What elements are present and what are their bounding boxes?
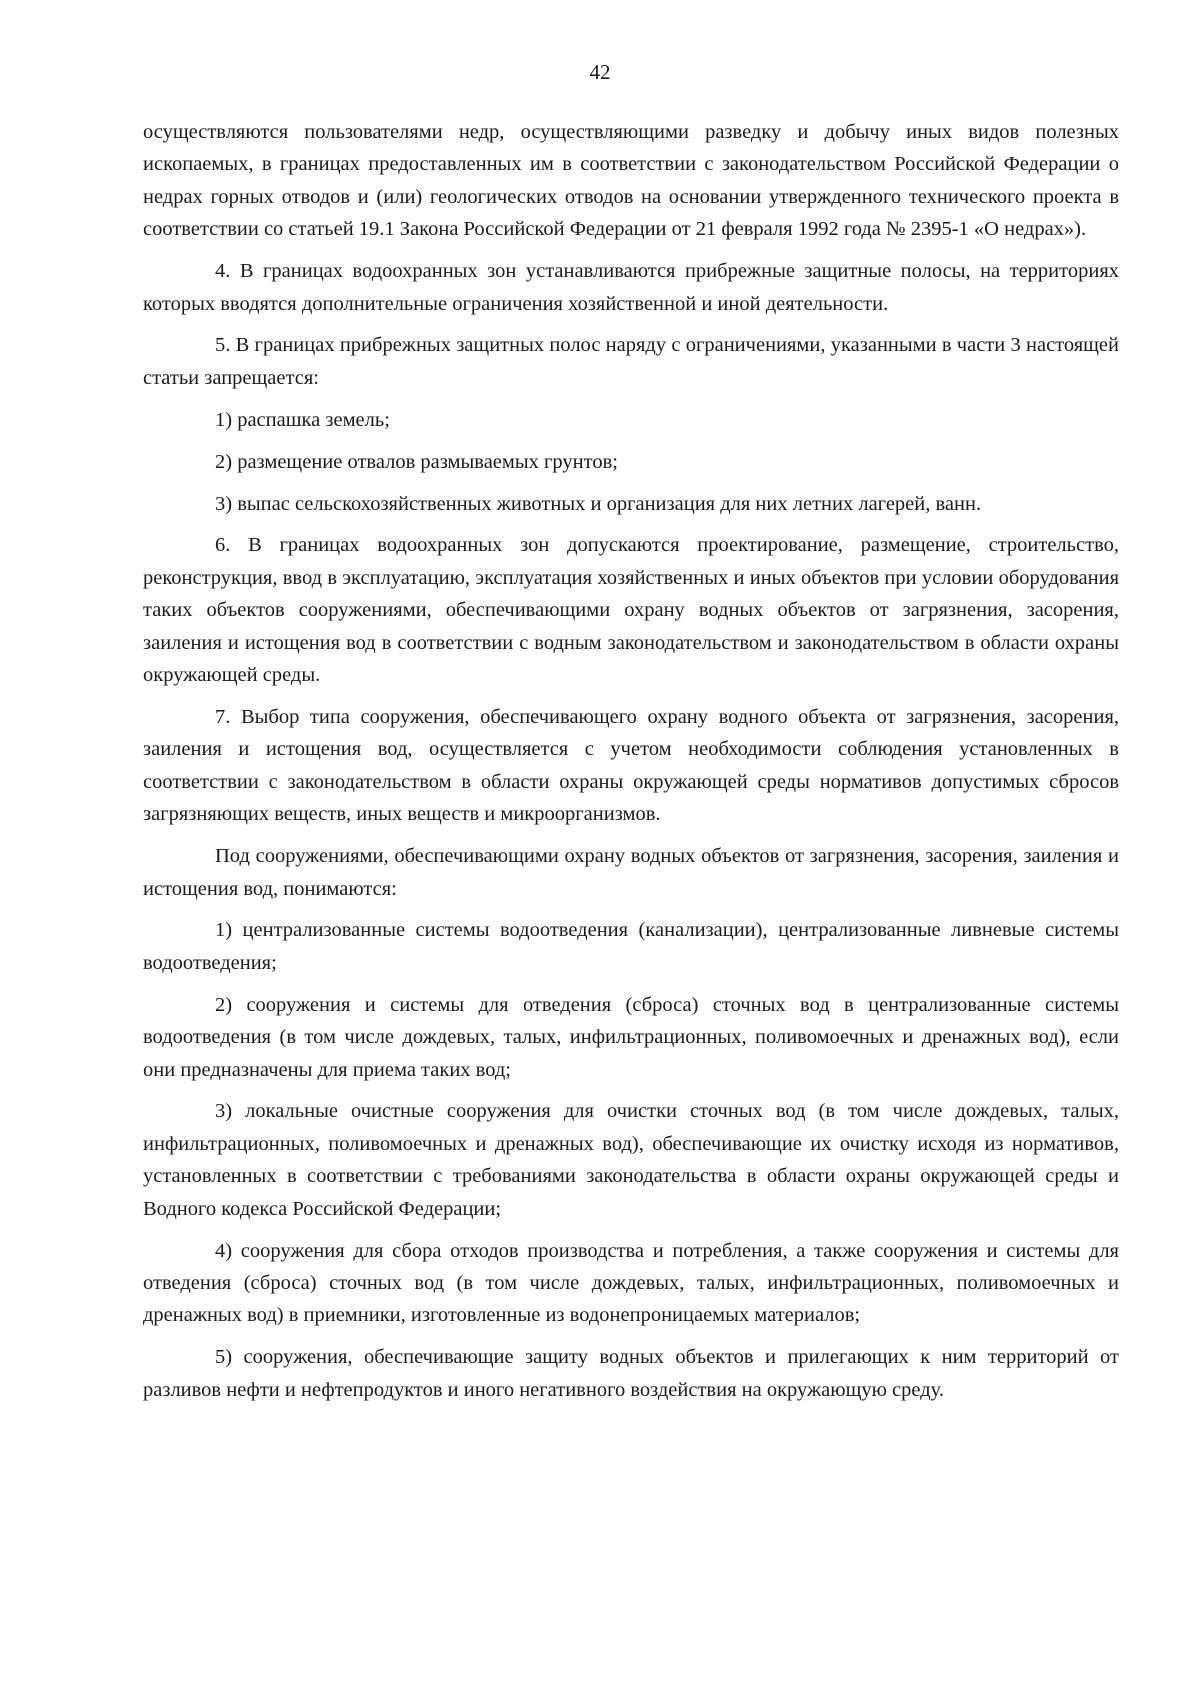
definition-item-4: 4) сооружения для сбора отходов производства и потребления, а также сооружения и системы для отведения (сброса) сточных вод (в том числе дождевых, талых, инфильтрационных, поливомоечных и дренажных вод) в приемники, изготовленные из водонепроницаемых материалов; — [143, 1239, 1119, 1327]
paragraph-item-5: 5. В границах прибрежных защитных полос наряду с ограничениями, указанными в части 3 настоящей статьи запрещается: — [143, 334, 1119, 389]
definition-item-1: 1) централизованные системы водоотведения (канализации), централизованные ливневые системы водоотведения; — [143, 919, 1119, 974]
definition-item-3: 3) локальные очистные сооружения для очистки сточных вод (в том числе дождевых, талых, инфильтрационных, поливомоечных и дренажных вод), обеспечивающие их очистку исходя из нормативов, установленных в соответствии с требованиями законодательства в области охраны окружающей среды и Водного кодекса Российской Федерации; — [143, 1100, 1119, 1220]
page-number: 42 — [589, 60, 611, 84]
paragraph-continuation: осуществляются пользователями недр, осуществляющими разведку и добычу иных видов полезных ископаемых, в границах предоставленных им в соответствии с законодательством Российской Федерации о недрах горных отводов и (или) геологических отводов на основании утвержденного технического проекта в соответствии со статьей 19.1 Закона Российской Федерации от 21 февраля 1992 года № 2395-1 «О недрах»). — [143, 121, 1119, 241]
list-item-5-1: 1) распашка земель; — [215, 408, 390, 431]
document-body — [143, 116, 1119, 1416]
list-item-5-2: 2) размещение отвалов размываемых грунтов; — [215, 450, 618, 473]
paragraph-item-7: 7. Выбор типа сооружения, обеспечивающего охрану водного объекта от загрязнения, засорения, заиления и истощения вод, осуществляется с учетом необходимости соблюдения установленных в соответствии с законодательством в области охраны окружающей среды нормативов допустимых сбросов загрязняющих веществ, иных веществ и микроорганизмов. — [143, 706, 1119, 826]
list-item-5-3: 3) выпас сельскохозяйственных животных и организация для них летних лагерей, ванн. — [215, 492, 982, 515]
paragraph-definitions-intro: Под сооружениями, обеспечивающими охрану водных объектов от загрязнения, засорения, заиления и истощения вод, понимаются: — [143, 845, 1119, 900]
definition-item-2: 2) сооружения и системы для отведения (сброса) сточных вод в централизованные системы водоотведения (в том числе дождевых, талых, инфильтрационных, поливомоечных и дренажных вод), если они предназначены для приема таких вод; — [143, 993, 1119, 1081]
paragraph-item-6: 6. В границах водоохранных зон допускаются проектирование, размещение, строительство, реконструкция, ввод в эксплуатацию, эксплуатация хозяйственных и иных объектов при условии оборудования таких объектов сооружениями, обеспечивающими охрану водных объектов от загрязнения, засорения, заиления и истощения вод в соответствии с водным законодательством и законодательством в области охраны окружающей среды. — [143, 534, 1119, 687]
definition-item-5: 5) сооружения, обеспечивающие защиту водных объектов и прилегающих к ним территорий от разливов нефти и нефтепродуктов и иного негативного воздействия на окружающую среду. — [143, 1346, 1119, 1401]
paragraph-item-4: 4. В границах водоохранных зон устанавливаются прибрежные защитные полосы, на территориях которых вводятся дополнительные ограничения хозяйственной и иной деятельности. — [143, 260, 1119, 315]
